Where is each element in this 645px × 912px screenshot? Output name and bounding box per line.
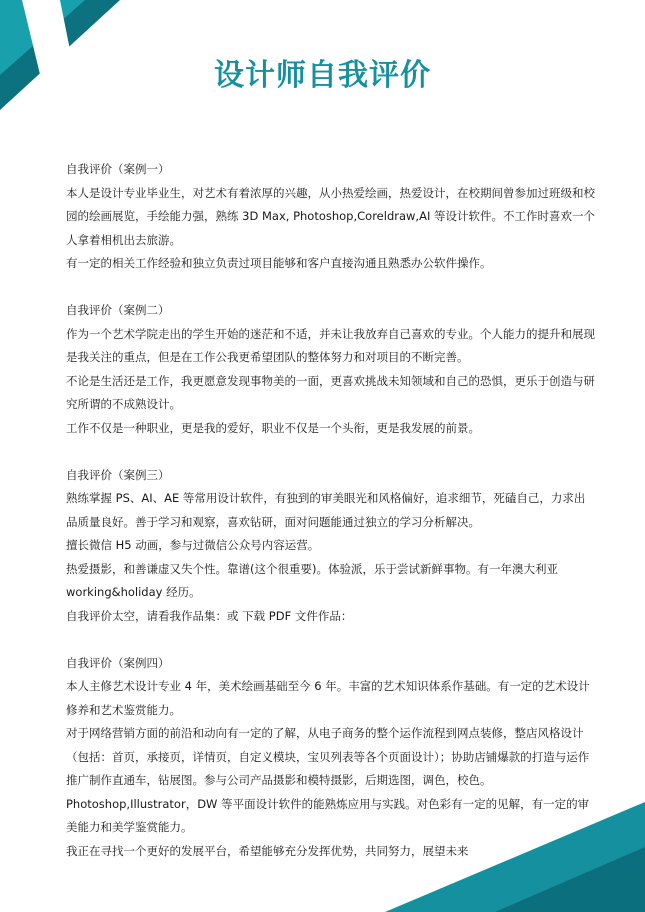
evaluation-section [66,464,596,629]
section-paragraph: 本人主修艺术设计专业 4 年，美术绘画基础至今 6 年。丰富的艺术知识体系作基础。有一定的艺术设计修养和艺术鉴赏能力。 [66,679,590,717]
document-body [66,158,596,887]
section-paragraph: 工作不仅是一种职业，更是我的爱好，职业不仅是一个头衔，更是我发展的前景。 [66,420,480,435]
evaluation-section [66,299,596,440]
section-paragraph: 有一定的相关工作经验和独立负责过项目能够和客户直接沟通且熟悉办公软件操作。 [66,256,492,270]
section-paragraph: 擅长微信 H5 动画，参与过微信公众号内容运营。 [66,538,320,552]
section-heading: 自我评价（案例三） [66,467,170,482]
section-heading: 自我评价（案例二） [66,303,170,317]
section-paragraph: 热爱摄影，和善谦虚又失个性。靠谱(这个很重要)。体验派，乐于尝试新鲜事物。有一年澳大利亚 working&holiday 经历。 [66,561,558,599]
page-title: 设计师自我评价 [214,58,431,93]
section-paragraph: 本人是设计专业毕业生，对艺术有着浓厚的兴趣，从小热爱绘画，热爱设计，在校期间曾参加过班级和校园的绘画展览，手绘能力强，熟练 3D Max, Photoshop,Coreldraw,AI 等设计软件。不工作时喜欢一个人拿着相机出去旅游。 [66,185,596,247]
evaluation-section [66,652,596,864]
section-paragraph: 熟练掌握 PS、AI、AE 等常用设计软件，有独到的审美眼光和风格偏好，追求细节，死磕自己，力求出品质量良好。善于学习和观察，喜欢钻研，面对问题能通过独立的学习分析解决。 [66,491,586,529]
evaluation-section [66,158,596,276]
section-paragraph: 不论是生活还是工作，我更愿意发现事物美的一面，更喜欢挑战未知领域和自己的恐惧，更乐于创造与研究所谓的不成熟设计。 [66,373,595,411]
section-heading: 自我评价（案例四） [66,655,170,670]
section-paragraph: 对于网络营销方面的前沿和动向有一定的了解，从电子商务的整个运作流程到网点装修，整店风格设计（包括：首页，承接页，详情页，自定义模块，宝贝列表等各个页面设计）；协助店铺爆款的打造与运作推广制作直通车，钻展图。参与公司产品摄影和模特摄影，后期选图，调色，校色。 [66,726,590,787]
section-heading: 自我评价（案例一） [66,162,170,176]
section-paragraph: 我正在寻找一个更好的发展平台，希望能够充分发挥优势，共同努力，展望未来 [66,843,469,858]
section-paragraph: 自我评价太空，请看我作品集：或 下载 PDF 文件作品： [66,608,353,623]
section-paragraph: 作为一个艺术学院走出的学生开始的迷茫和不适，并未让我放弃自己喜欢的专业。个人能力的提升和展现是我关注的重点，但是在工作公我更希望团队的整体努力和对项目的不断完善。 [66,326,595,364]
section-paragraph: Photoshop,Illustrator，DW 等平面设计软件的能熟炼应用与实践。对色彩有一定的见解，有一定的审美能力和美学鉴赏能力。 [66,796,590,834]
